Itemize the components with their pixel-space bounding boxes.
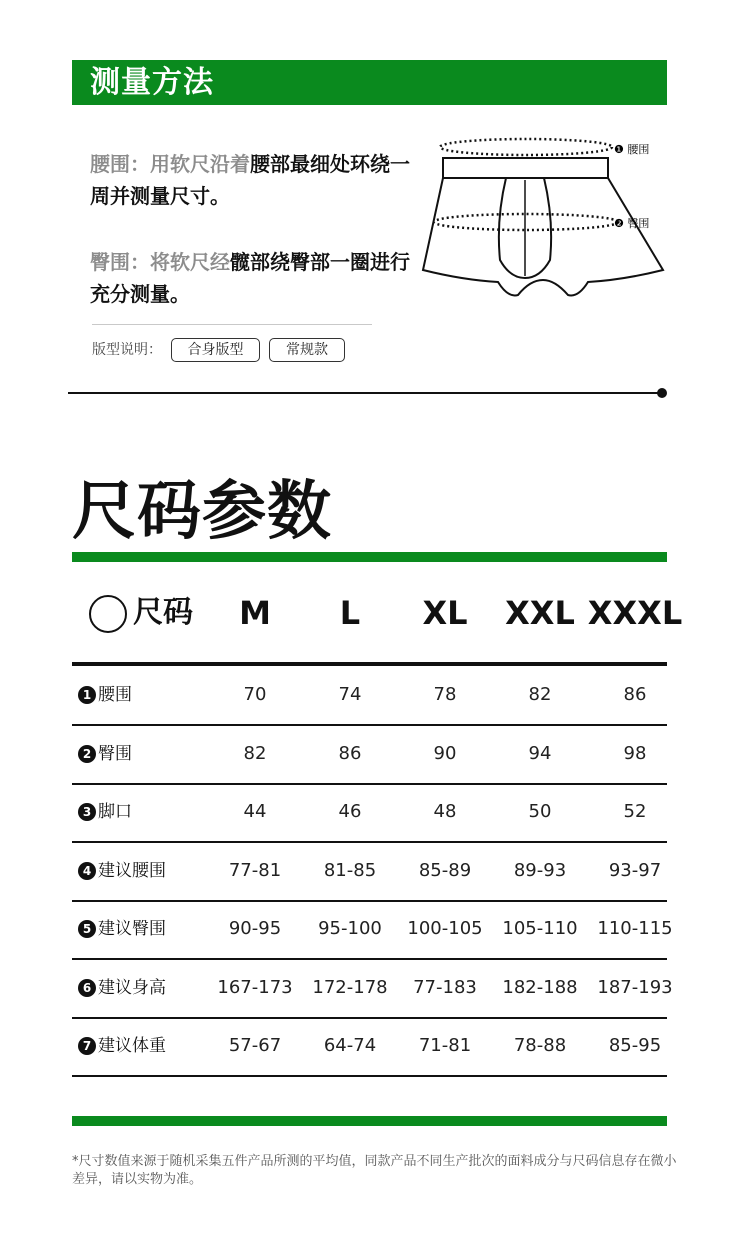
- table-cell: 187-193: [597, 976, 673, 998]
- table-cell: 86: [623, 684, 647, 705]
- waist-measure-ellipse: [440, 139, 612, 155]
- waist-body: 腰部最细处环绕一周并测量尺寸。: [90, 152, 410, 208]
- row-label-text: 腰围: [98, 685, 132, 705]
- table-row: [72, 900, 673, 960]
- row-label-text: 建议身高: [98, 977, 166, 998]
- waistband-shape: [443, 158, 608, 178]
- row-label-text: 建议臀围: [98, 919, 166, 939]
- fit-tag-slim: 合身版型: [171, 338, 260, 362]
- section-divider-line: [68, 392, 662, 394]
- row-number-badge: 5: [78, 920, 96, 938]
- row-label: [78, 1017, 166, 1075]
- size-section-title: 尺码参数: [72, 475, 332, 549]
- table-cell: 86: [338, 742, 362, 764]
- waist-lead: 腰围：用软尺沿着: [90, 152, 250, 176]
- row-label-text: 建议体重: [98, 1036, 166, 1056]
- table-row: [72, 959, 673, 1019]
- row-label: [78, 783, 132, 841]
- size-header-label: 尺码: [133, 595, 193, 630]
- table-cell: 98: [623, 742, 647, 764]
- size-col-xl: XL: [422, 594, 468, 632]
- table-cell: 74: [338, 684, 362, 705]
- table-row: [72, 725, 667, 785]
- size-col-xxl: XXL: [505, 594, 575, 632]
- row-number-badge: 1: [78, 686, 96, 704]
- row-label: [78, 666, 132, 724]
- table-row: [72, 842, 667, 902]
- row-label: [78, 959, 166, 1017]
- row-label: [78, 842, 166, 900]
- section-divider-dot: [657, 388, 667, 398]
- table-cell: 94: [528, 742, 552, 764]
- footnote: *尺寸数值来源于随机采集五件产品所测的平均值，同款产品不同生产批次的面料成分与尺码信息存在微小差异，请以实物为准。: [72, 1154, 677, 1187]
- table-cell: 77-81: [228, 859, 282, 881]
- underwear-diagram: [418, 130, 668, 305]
- table-cell: 70: [243, 684, 267, 705]
- table-cell: 167-173: [217, 976, 293, 998]
- table-cell: 90: [433, 742, 457, 764]
- hip-lead: 臀围：将软尺经: [90, 250, 230, 274]
- table-cell: 93-97: [608, 859, 662, 881]
- table-cell: 78-88: [513, 1035, 567, 1056]
- briefs-body-shape: [423, 178, 663, 295]
- row-number-badge: 2: [78, 745, 96, 763]
- table-cell: 89-93: [513, 859, 567, 881]
- table-cell: 182-188: [502, 976, 578, 998]
- row-number-badge: 6: [78, 979, 96, 997]
- table-cell: 64-74: [323, 1035, 377, 1056]
- measure-title: 测量方法: [90, 65, 214, 100]
- table-cell: 48: [433, 801, 457, 822]
- table-cell: 90-95: [228, 918, 282, 939]
- size-col-xxxl: XXXL: [587, 594, 683, 632]
- size-col-l: L: [339, 594, 361, 632]
- table-row: [72, 666, 667, 726]
- row-number-badge: 3: [78, 803, 96, 821]
- row-label: [78, 725, 132, 783]
- table-cell: 105-110: [502, 918, 578, 939]
- hip-body: 髋部绕臀部一圈进行充分测量。: [90, 250, 410, 306]
- row-label: [78, 900, 166, 958]
- table-cell: 46: [338, 801, 362, 822]
- table-cell: 110-115: [597, 918, 673, 939]
- row-label-text: 脚口: [98, 802, 132, 822]
- table-cell: 82: [243, 742, 267, 764]
- diagram-label-waist: ❶ 腰围: [614, 143, 650, 156]
- table-cell: 81-85: [323, 859, 377, 881]
- row-number-badge: 7: [78, 1037, 96, 1055]
- table-row: [72, 1017, 667, 1077]
- table-cell: 172-178: [312, 976, 388, 998]
- table-cell: 85-95: [608, 1035, 662, 1056]
- table-cell: 85-89: [418, 859, 472, 881]
- fit-tag-regular: 常规款: [269, 338, 345, 362]
- table-cell: 44: [243, 801, 267, 822]
- waist-instruction: [90, 148, 410, 212]
- table-row: [72, 783, 667, 843]
- table-cell: 57-67: [228, 1035, 282, 1056]
- fit-label: 版型说明：: [92, 342, 162, 358]
- row-number-badge: 4: [78, 862, 96, 880]
- size-col-m: M: [239, 594, 271, 632]
- table-cell: 78: [433, 684, 457, 705]
- table-cell: 52: [623, 801, 647, 822]
- table-cell: 82: [528, 684, 552, 705]
- circle-icon: [89, 595, 127, 633]
- diagram-label-hip: ❷ 臀围: [614, 217, 650, 230]
- size-bottom-green-bar: [72, 1116, 667, 1126]
- divider: [92, 324, 372, 325]
- table-cell: 100-105: [407, 918, 483, 939]
- table-cell: 77-183: [413, 976, 477, 998]
- hip-instruction: [90, 246, 410, 310]
- size-top-green-bar: [72, 552, 667, 562]
- table-cell: 71-81: [418, 1035, 472, 1056]
- table-cell: 95-100: [318, 918, 382, 939]
- table-cell: 50: [528, 801, 552, 822]
- row-label-text: 臀围: [98, 743, 132, 764]
- row-label-text: 建议腰围: [98, 860, 166, 881]
